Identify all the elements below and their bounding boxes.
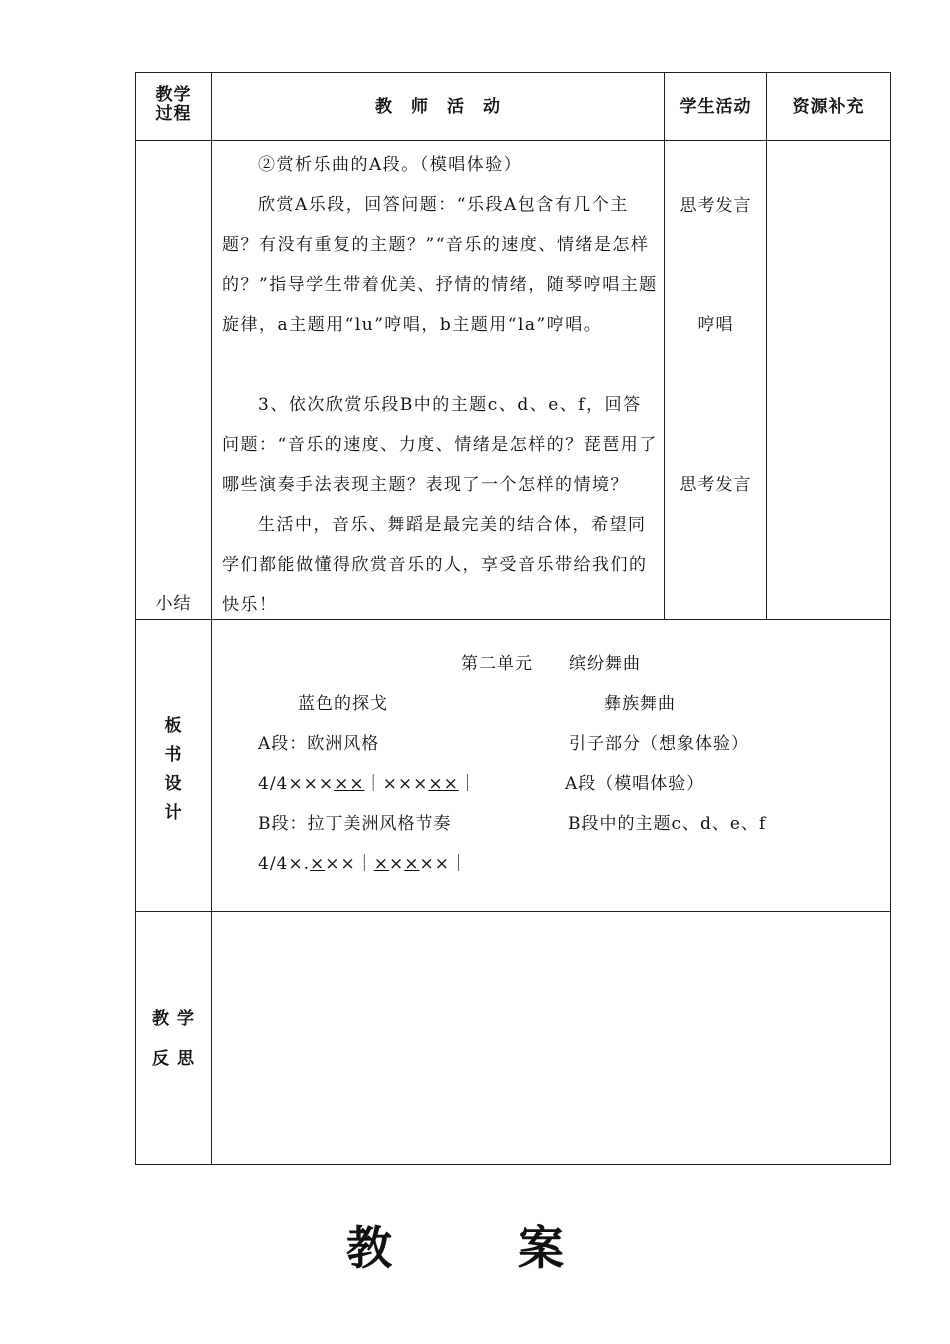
rhythm-text: × (389, 854, 405, 874)
board-right-title: 彝族舞曲 (604, 694, 676, 714)
table-border-left (135, 72, 136, 1165)
student-item-hum: 哼唱 (697, 315, 734, 335)
table-row-divider (135, 140, 891, 141)
rhythm-underlined: × (373, 854, 390, 874)
board-left-b: B段：拉丁美洲风格节奏 (258, 814, 452, 834)
rhythm-text: 4/4×. (258, 854, 311, 874)
board-unit-title: 第二单元 缤纷舞曲 (461, 654, 641, 674)
board-right-b: A段（模唱体验） (565, 774, 705, 794)
rhythm-underlined: ×× (428, 774, 459, 794)
header-process: 教学 过程 (155, 85, 192, 124)
rhythm-text: ××｜ (419, 854, 469, 874)
table-border-top (135, 72, 891, 73)
table-row-divider (135, 911, 891, 912)
board-right-a: 引子部分（想象体验） (569, 734, 749, 754)
student-item-think: 思考发言 (679, 196, 752, 216)
header-teacher-activity: 教 师 活 动 (375, 97, 501, 117)
table-col-divider (664, 72, 665, 620)
header-student-activity: 学生活动 (679, 97, 752, 117)
rhythm-underlined: × (404, 854, 420, 874)
board-rhythm-2 (258, 854, 468, 874)
reflection-label-2: 反 思 (152, 1049, 195, 1069)
rhythm-text: ××｜ (325, 854, 374, 874)
table-col-divider (766, 72, 767, 620)
table-border-right (890, 72, 891, 1165)
board-left-title: 蓝色的探戈 (298, 694, 388, 714)
rhythm-underlined: × (310, 854, 326, 874)
board-label: 板 书 设 计 (164, 716, 183, 823)
rhythm-text: ｜ (458, 774, 477, 794)
summary-label: 小结 (155, 594, 192, 614)
teacher-paragraph-4: 生活中，音乐、舞蹈是最完美的结合体，希望同学们都能做懂得欣赏音乐的人，享受音乐带给我们的快乐！ (222, 515, 648, 615)
table-border-bottom (135, 1164, 891, 1165)
board-rhythm-1 (258, 774, 477, 794)
teacher-paragraph-3: 3、依次欣赏乐段B中的主题c、d、e、f，回答问题：“音乐的速度、力度、情绪是怎样的？琵琶用了哪些演奏手法表现主题？表现了一个怎样的情境？ (222, 395, 658, 495)
student-item-think: 思考发言 (679, 475, 752, 495)
header-resources: 资源补充 (792, 97, 865, 117)
table-col-divider (211, 72, 212, 1165)
page-title: 教 案 (346, 1221, 604, 1275)
board-left-a: A段：欧洲风格 (258, 734, 380, 754)
teacher-paragraph-1: ②赏析乐曲的A段。（模唱体验） (258, 155, 523, 175)
rhythm-text: ｜××× (364, 774, 429, 794)
reflection-label-1: 教 学 (152, 1009, 195, 1029)
teacher-paragraph-2: 欣赏A乐段，回答问题：“乐段A包含有几个主题？有没有重复的主题？”“音乐的速度、情绪是怎样的？”指导学生带着优美、抒情的情绪，随琴哼唱主题旋律，a主题用“lu”哼唱，b主题用“la”哼唱。 (222, 195, 658, 335)
board-right-c: B段中的主题c、d、e、f (568, 814, 767, 834)
rhythm-text: 4/4××× (258, 774, 335, 794)
rhythm-underlined: ×× (334, 774, 365, 794)
